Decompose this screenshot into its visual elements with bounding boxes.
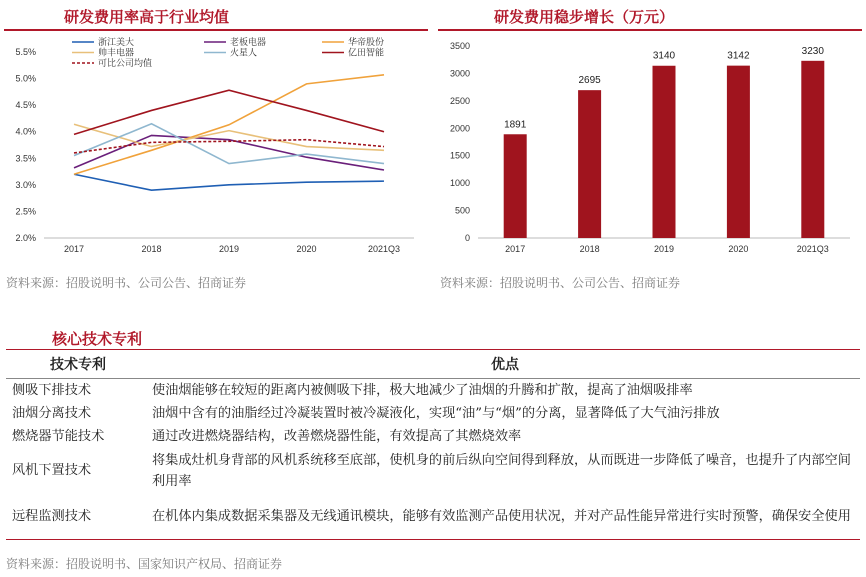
y-tick-label: 0	[464, 233, 470, 243]
table-row	[6, 494, 860, 540]
legend-label: 可比公司均值	[98, 58, 153, 68]
patent-name: 油烟分离技术	[12, 405, 92, 421]
x-tick-label: 2021Q3	[796, 244, 829, 254]
table-source: 资料来源：招股说明书、国家知识产权局、招商证券	[6, 557, 283, 571]
series-line	[74, 140, 384, 153]
legend-label: 帅丰电器	[98, 47, 135, 58]
x-tick-label: 2018	[141, 244, 162, 254]
patent-desc: 将集成灶机身背部的风机系统移至底部，使机身的前后纵向空间得到释放，从而既进一步降低了噪音，也提升了内部空间利用率	[152, 452, 851, 489]
right-chart-title-rule	[438, 29, 862, 31]
legend-label: 华帝股份	[348, 37, 385, 47]
bar	[727, 66, 750, 238]
y-tick-label: 5.5%	[15, 47, 36, 57]
y-tick-label: 1000	[449, 178, 470, 189]
bar	[653, 66, 676, 238]
patent-desc: 油烟中含有的油脂经过冷凝装置时被冷凝液化，实现“油”与“烟”的分离，显著降低了大气油污排放	[152, 405, 720, 421]
y-tick-label: 2.0%	[15, 233, 36, 243]
bar	[504, 134, 527, 238]
legend-label: 亿田智能	[348, 47, 385, 58]
bar-chart	[438, 32, 862, 262]
y-tick-label: 3.5%	[15, 153, 36, 164]
legend-label: 浙江美大	[98, 37, 135, 47]
patent-desc: 通过改进燃烧器结构，改善燃烧器性能，有效提高了其燃烧效率	[152, 428, 522, 444]
x-tick-label: 2017	[505, 244, 526, 254]
bar	[801, 61, 824, 238]
x-tick-label: 2020	[728, 244, 749, 254]
patents-section-title: 核心技术专利	[52, 330, 143, 348]
legend-label: 老板电器	[230, 37, 267, 47]
y-tick-label: 2.5%	[15, 206, 36, 217]
y-tick-label: 500	[454, 205, 470, 216]
y-tick-label: 3000	[449, 68, 470, 79]
x-tick-label: 2021Q3	[367, 244, 401, 254]
patent-name: 远程监测技术	[6, 494, 150, 540]
series-line	[74, 174, 384, 190]
x-tick-label: 2019	[653, 244, 675, 254]
x-tick-label: 2017	[63, 244, 85, 254]
table-row	[6, 425, 860, 448]
header-advantage: 优点	[150, 350, 860, 378]
x-tick-label: 2019	[218, 244, 240, 254]
patent-desc: 使油烟能够在较短的距离内被侧吸下排，极大地减少了油烟的升腾和扩散，提高了油烟吸排率	[152, 382, 693, 398]
y-tick-label: 1500	[449, 150, 470, 161]
header-tech: 技术专利	[6, 350, 150, 378]
bar-value-label: 3140	[652, 50, 676, 62]
bar	[578, 90, 601, 238]
y-tick-label: 4.5%	[15, 100, 36, 111]
patents-table	[6, 350, 860, 540]
left-chart-title: 研发费用率高于行业均值	[64, 8, 230, 26]
right-chart-title: 研发费用稳步增长（万元）	[494, 8, 675, 26]
y-tick-label: 3.0%	[15, 179, 36, 190]
table-row	[6, 378, 860, 402]
bar-value-label: 3230	[801, 45, 824, 57]
patent-name: 侧吸下排技术	[12, 382, 92, 398]
patent-name: 风机下置技术	[12, 463, 92, 478]
bar-value-label: 1891	[504, 119, 527, 131]
y-tick-label: 3500	[449, 41, 470, 51]
y-tick-label: 5.0%	[15, 73, 36, 84]
right-chart-source: 资料来源：招股说明书、公司公告、招商证券	[440, 276, 681, 290]
series-line	[74, 124, 384, 164]
table-row	[6, 448, 860, 494]
legend-label: 火星人	[230, 47, 258, 58]
patent-name: 燃烧器节能技术	[12, 428, 105, 444]
bar-value-label: 2695	[578, 75, 601, 87]
left-chart-source: 资料来源：招股说明书、公司公告、招商证券	[6, 276, 247, 290]
x-tick-label: 2018	[579, 244, 600, 254]
bar-value-label: 3142	[727, 50, 750, 62]
table-row	[6, 402, 860, 425]
line-chart	[4, 32, 428, 262]
left-chart-title-rule	[4, 29, 428, 31]
y-tick-label: 4.0%	[15, 126, 36, 137]
x-tick-label: 2020	[296, 244, 317, 254]
patent-desc: 在机体内集成数据采集器及无线通讯模块，能够有效监测产品使用状况，并对产品性能异常进行实时预警，确保安全使用	[150, 494, 860, 540]
y-tick-label: 2500	[449, 95, 470, 106]
series-line	[74, 90, 384, 134]
table-header-row	[6, 350, 860, 378]
y-tick-label: 2000	[449, 123, 470, 134]
